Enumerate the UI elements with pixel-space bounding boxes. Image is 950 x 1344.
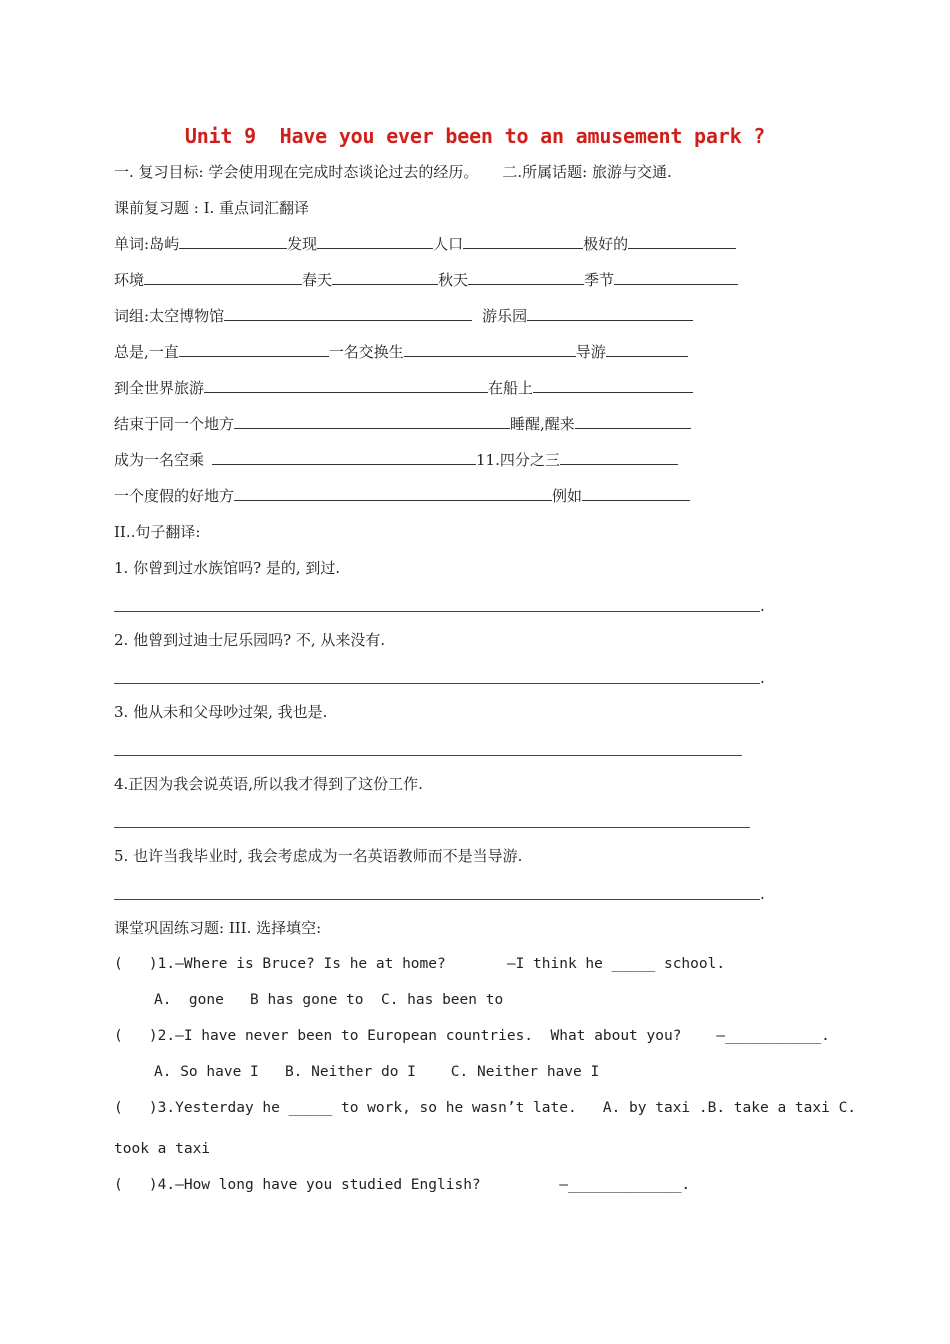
phrase-for-example: 例如	[552, 487, 583, 505]
phrase-on-board: 在船上	[488, 379, 534, 397]
vocab-row-1	[114, 234, 736, 254]
blank-amusement-park[interactable]	[527, 306, 693, 321]
blank-on-board[interactable]	[533, 378, 693, 393]
blank-for-example[interactable]	[582, 486, 690, 501]
question-4: ( )4.—How long have you studied English? —_____________.	[114, 1177, 691, 1193]
question-3: ( )3.Yesterday he _____ to work, so he wasn’t late. A. by taxi .B. take a taxi C.	[114, 1100, 857, 1116]
phrase-row-5	[114, 450, 678, 470]
answer-2-end-mark: .	[760, 669, 765, 687]
blank-space-museum[interactable]	[224, 306, 472, 321]
blank-autumn[interactable]	[468, 270, 584, 285]
phrase-always: 总是,一直	[114, 343, 179, 361]
sentence-3: 3. 他从未和父母吵过架, 我也是.	[114, 703, 328, 721]
vocab-population: 人口	[433, 235, 464, 253]
phrase-row-1	[114, 306, 693, 326]
sentence-5: 5. 也许当我毕业时, 我会考虑成为一名英语教师而不是当导游.	[114, 847, 523, 865]
blank-tour-guide[interactable]	[606, 342, 688, 357]
answer-5-end-mark: .	[760, 885, 765, 903]
vocab-island: 岛屿	[149, 235, 180, 253]
question-2-options: A. So have I B. Neither do I C. Neither have I	[154, 1064, 600, 1080]
vocab-prefix: 单词:	[114, 235, 150, 253]
phrase-travel-world: 到全世界旅游	[114, 379, 205, 397]
blank-environment[interactable]	[144, 270, 302, 285]
blank-travel-world[interactable]	[204, 378, 488, 393]
blank-good-place[interactable]	[234, 486, 552, 501]
sentence-2: 2. 他曾到过迪士尼乐园吗? 不, 从来没有.	[114, 631, 386, 649]
answer-1-end-mark: .	[760, 597, 765, 615]
question-3-continued: took a taxi	[114, 1141, 211, 1157]
phrase-flight-attendant: 成为一名空乘	[114, 451, 205, 469]
blank-season[interactable]	[614, 270, 738, 285]
phrase-end-up: 结束于同一个地方	[114, 415, 235, 433]
blank-exchange-student[interactable]	[404, 342, 576, 357]
answer-line-5[interactable]	[114, 899, 760, 900]
phrase-row-2	[114, 342, 688, 362]
phrase-fall-asleep: 睡醒,醒来	[510, 415, 575, 433]
answer-line-2[interactable]	[114, 683, 760, 684]
vocab-row-2	[114, 270, 738, 290]
blank-population[interactable]	[463, 234, 583, 249]
blank-spring[interactable]	[332, 270, 438, 285]
vocab-environment: 环境	[114, 271, 145, 289]
vocab-excellent: 极好的	[583, 235, 629, 253]
sentence-4: 4.正因为我会说英语,所以我才得到了这份工作.	[114, 775, 423, 793]
practice-heading: 课堂巩固练习题: III. 选择填空:	[114, 919, 322, 937]
topic: 二.所属话题: 旅游与交通.	[502, 163, 672, 181]
vocab-autumn: 秋天	[438, 271, 469, 289]
question-1: ( )1.—Where is Bruce? Is he at home? —I think he _____ school.	[114, 956, 726, 972]
phrase-amusement-park: 游乐园	[482, 307, 528, 325]
question-2: ( )2.—I have never been to European countries. What about you? —___________.	[114, 1028, 830, 1044]
sentence-1: 1. 你曾到过水族馆吗? 是的, 到过.	[114, 559, 341, 577]
blank-fall-asleep[interactable]	[575, 414, 691, 429]
phrase-space-museum: 太空博物馆	[149, 307, 225, 325]
sentences-heading: II..句子翻译:	[114, 523, 201, 541]
phrase-three-quarters: 11.四分之三	[476, 451, 560, 469]
phrase-tour-guide: 导游	[575, 343, 606, 361]
vocab-season: 季节	[584, 271, 615, 289]
blank-excellent[interactable]	[628, 234, 736, 249]
vocab-discover: 发现	[287, 235, 318, 253]
blank-always[interactable]	[179, 342, 329, 357]
blank-end-up[interactable]	[234, 414, 510, 429]
phrase-row-4	[114, 414, 691, 434]
document-title: Unit 9 Have you ever been to an amusement park ?	[184, 124, 766, 148]
answer-line-4[interactable]	[114, 827, 750, 828]
answer-line-3[interactable]	[114, 755, 742, 756]
answer-line-1[interactable]	[114, 611, 760, 612]
phrase-exchange-student: 一名交换生	[328, 343, 404, 361]
phrase-good-place: 一个度假的好地方	[114, 487, 235, 505]
phrase-row-3	[114, 378, 693, 398]
phrase-prefix: 词组:	[114, 307, 150, 325]
phrase-row-6	[114, 486, 690, 506]
question-1-options: A. gone B has gone to C. has been to	[154, 992, 504, 1008]
vocab-spring: 春天	[302, 271, 333, 289]
blank-discover[interactable]	[317, 234, 433, 249]
blank-flight-attendant[interactable]	[212, 450, 476, 465]
blank-island[interactable]	[179, 234, 287, 249]
preview-heading: 课前复习题 : I. 重点词汇翻译	[114, 199, 310, 217]
study-goal: 一. 复习目标: 学会使用现在完成时态谈论过去的经历。	[114, 163, 479, 181]
blank-three-quarters[interactable]	[560, 450, 678, 465]
objectives-line	[114, 162, 672, 182]
